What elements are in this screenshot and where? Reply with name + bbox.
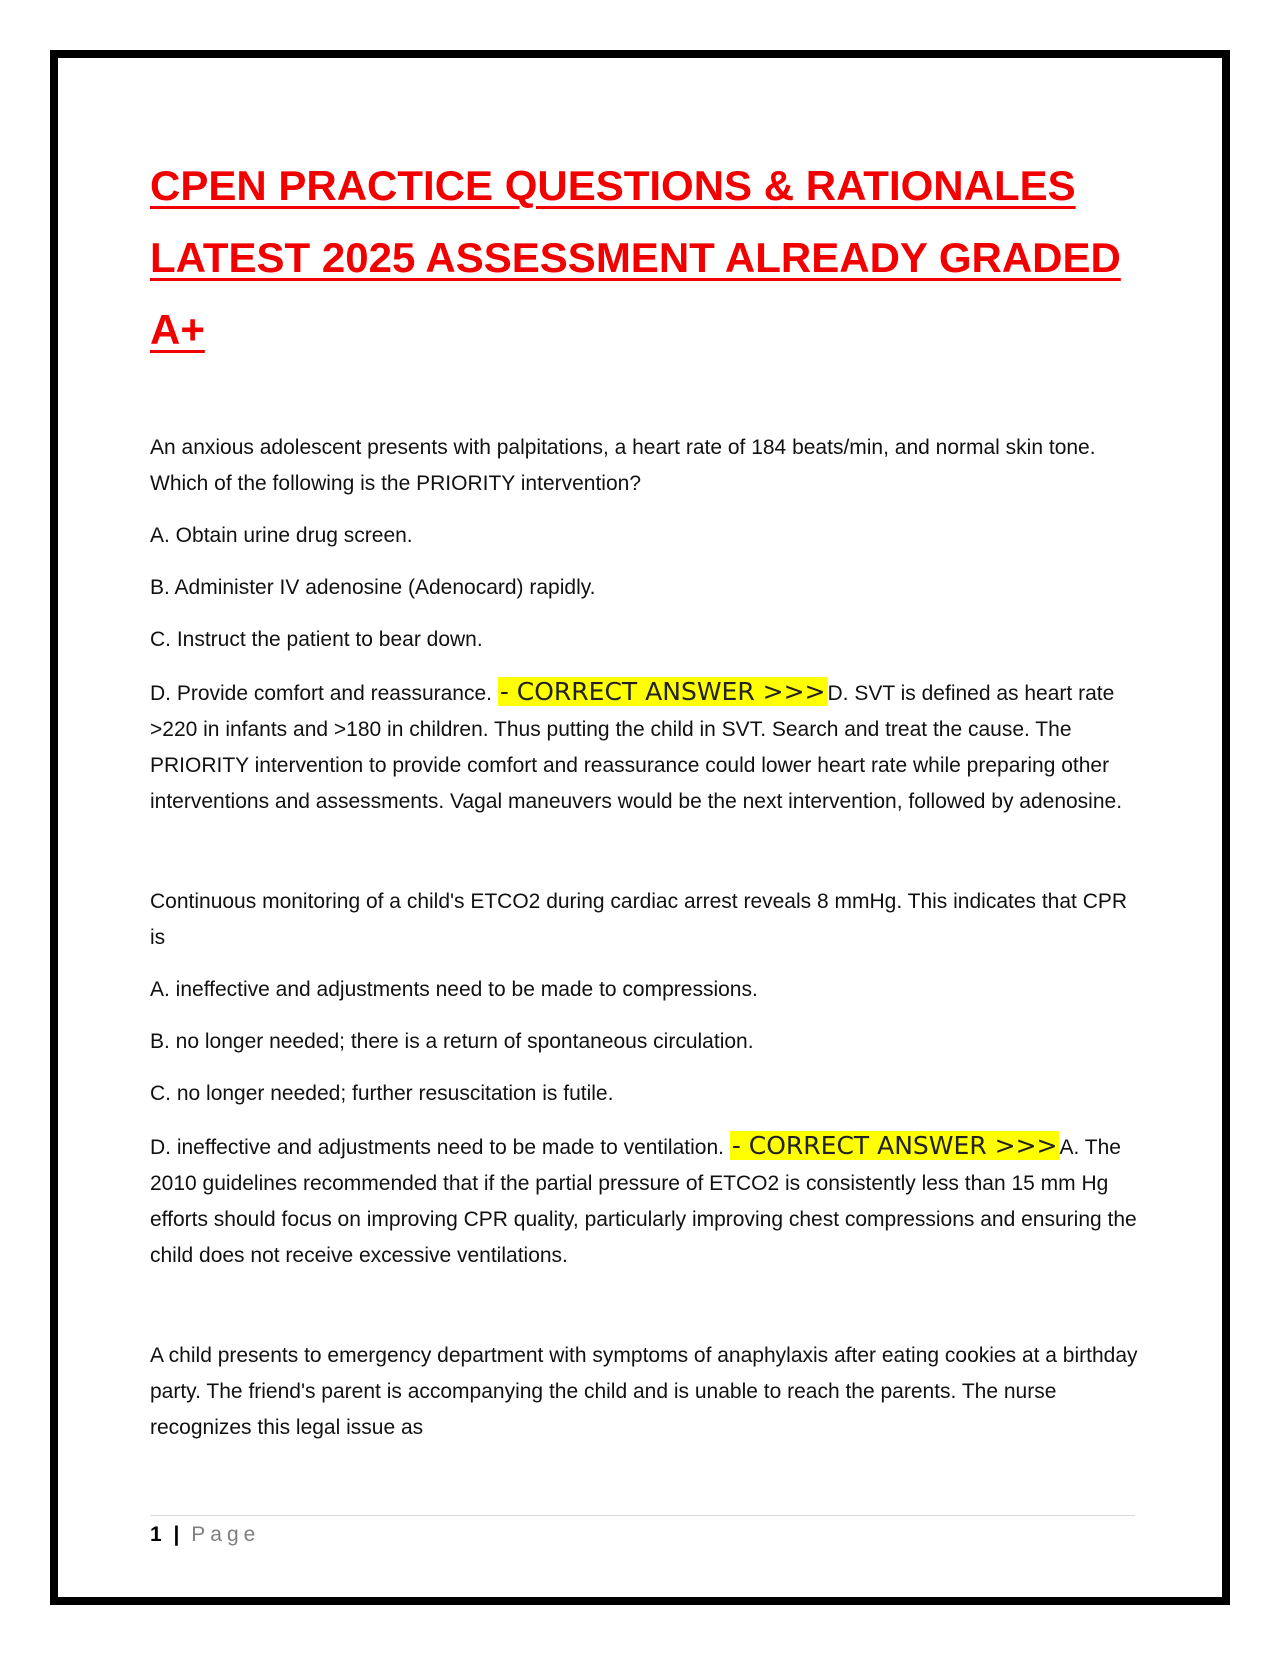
page-label: Page xyxy=(191,1523,261,1546)
rationale-text: A. The 2010 guidelines recommended that if the partial pressure of ETCO2 is consistently less than 15 mm Hg efforts should focus on improving CPR quality, particularly improving chest compressions and ensuring the child does not receive excessive ventilations. xyxy=(150,1136,1137,1267)
question-list xyxy=(150,430,1140,1462)
correct-answer-marker: - CORRECT ANSWER >>> xyxy=(731,1131,1058,1160)
answer-option-a: A. ineffective and adjustments need to be made to compressions. xyxy=(150,978,758,1001)
question-block xyxy=(150,430,1140,820)
page-footer xyxy=(150,1515,1135,1550)
answer-option-b: B. Administer IV adenosine (Adenocard) rapidly. xyxy=(150,576,596,599)
question-stem: Continuous monitoring of a child's ETCO2 during cardiac arrest reveals 8 mmHg. This indicates that CPR is xyxy=(150,890,1128,949)
question-stem: An anxious adolescent presents with palpitations, a heart rate of 184 beats/min, and normal skin tone. Which of the following is the PRIORITY intervention? xyxy=(150,436,1096,495)
answer-option-d: D. ineffective and adjustments need to be made to ventilation. xyxy=(150,1136,730,1159)
document-title xyxy=(150,150,1150,366)
title-line-1: CPEN PRACTICE QUESTIONS & RATIONALES xyxy=(150,162,1076,209)
question-block xyxy=(150,884,1140,1274)
correct-answer-marker: - CORRECT ANSWER >>> xyxy=(499,677,826,706)
answer-option-c: C. no longer needed; further resuscitation is futile. xyxy=(150,1082,614,1105)
footer-separator: | xyxy=(173,1523,180,1546)
answer-option-c: C. Instruct the patient to bear down. xyxy=(150,628,483,651)
title-line-2: LATEST 2025 ASSESSMENT ALREADY GRADED xyxy=(150,234,1121,281)
question-stem: A child presents to emergency department with symptoms of anaphylaxis after eating cookies at a birthday party. The friend's parent is accompanying the child and is unable to reach the parents. The nurse recognizes this legal issue as xyxy=(150,1344,1138,1439)
page-number: 1 xyxy=(150,1523,162,1546)
answer-option-d-with-rationale xyxy=(150,1128,1140,1274)
answer-option-b: B. no longer needed; there is a return of spontaneous circulation. xyxy=(150,1030,754,1053)
rationale-text: D. SVT is defined as heart rate >220 in infants and >180 in children. Thus putting the child in SVT. Search and treat the cause. The PRIORITY intervention to provide comfort and reassurance could lower heart rate while preparing other interventions and assessments. Vagal maneuvers would be the next intervention, followed by adenosine. xyxy=(150,682,1123,813)
title-line-3: A+ xyxy=(150,306,205,353)
answer-option-d-with-rationale xyxy=(150,674,1140,820)
answer-option-d: D. Provide comfort and reassurance. xyxy=(150,682,498,705)
answer-option-a: A. Obtain urine drug screen. xyxy=(150,524,413,547)
question-block xyxy=(150,1338,1140,1446)
